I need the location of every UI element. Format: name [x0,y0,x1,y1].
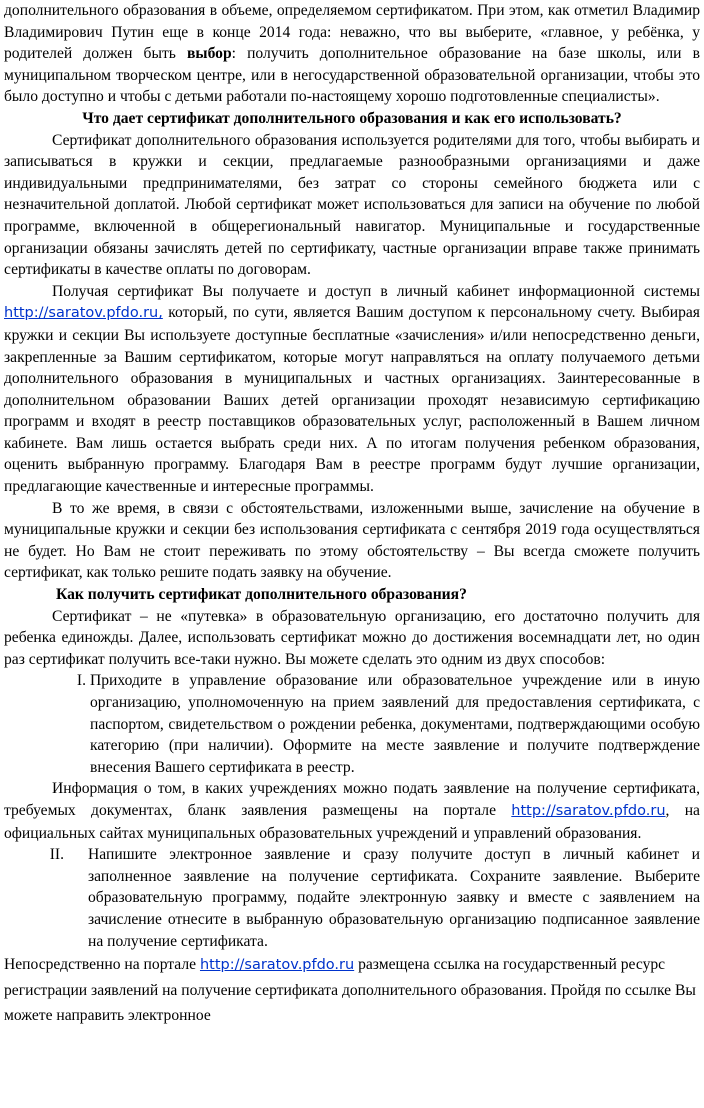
list-item-way-2 [4,844,700,952]
list-text: Напишите электронное заявление и сразу получите доступ в личный кабинет и заполненное заявление на получение сертификата. Сохраните заявление. Выберите образовательную программу, подайте электронную заявку и вместе с заявлением на зачисление отнесите в выбранную образовательную организацию подписанное заявление на получение сертификата. [88,846,700,950]
heading-what-certificate-gives: Что дает сертификат дополнительного образования и как его использовать? [82,109,622,127]
portal-link[interactable]: http://saratov.pfdo.ru [511,802,666,819]
text: дополнительного образования в объеме, определяемом сертификатом. При этом, как отметил Владимир Владимирович Путин еще в конце 2014 года: неважно, что вы выберите, «главное, у ребёнка, у родителей должен быть [4,2,700,63]
paragraph-two-ways: Сертификат – не «путевка» в образовательную организацию, его достаточно получить для ребенка единожды. Далее, использовать сертификат можно до достижения восемнадцати лет, но один раз сертификат получить все-таки нужно. Вы можете сделать это одним из двух способов: [4,607,700,668]
paragraph-info-where [4,778,700,844]
portal-link[interactable]: http://saratov.pfdo.ru [199,957,355,974]
heading-how-to-get: Как получить сертификат дополнительного образования? [56,586,467,604]
list-item-way-1 [4,670,700,778]
portal-link[interactable]: http://saratov.pfdo.ru, [4,305,163,322]
paragraph-personal-account [4,281,700,498]
paragraph-certificate-use: Сертификат дополнительного образования используется родителями для того, чтобы выбирать и записываться в кружки и секции, предлагаемые разнообразными организациями и даже индивидуальными предпринимателями, без затрат со стороны семейного бюджета или с незначительной доплатой. Любой сертификат может использоваться для записи на обучение по любой программе, включенной в общерегиональный навигатор. Муниципальные и государственные организации обязаны зачислять детей по сертификату, частные организации вправе также принимать сертификаты в качестве оплаты по договорам. [4,131,700,279]
text: Получая сертификат Вы получаете и доступ в личный кабинет информационной системы [52,282,700,300]
list-number: I. [76,672,86,690]
text: Информация о том, в каких учреждениях можно подать заявление на получение сертификата, требуемых документах, бланк заявления размещены на портале [4,780,700,819]
text: размещена ссылка на государственный ресурс регистрации заявлений на получение сертификата дополнительного образования. Пройдя по ссылке Вы можете направить электронное [4,956,696,1025]
list-number: II. [49,846,64,864]
list-text: Приходите в управление образование или образовательное учреждение или в иную организацию, уполномоченную на прием заявлений для предоставления сертификата, с паспортом, свидетельством о рождении ребенка, документами, подтверждающими особую категорию (при наличии). Оформите на месте заявление и получите подтверждение внесения Вашего сертификата в реестр. [90,672,700,776]
text: : получить дополнительное образование на базе школы, или в муниципальном творческом центре, или в негосударственной образовательной организации, чтобы это было доступно и чтобы с детьми работали по-настоящему хорошо подготовленные специалисты». [4,45,700,106]
paragraph-enrollment-notice: В то же время, в связи с обстоятельствами, изложенными выше, зачисление на обучение в муниципальные кружки и секции без использования сертификата с сентября 2019 года осуществляться не будет. Но Вам не стоит переживать по этому обстоятельству – Вы всегда сможете получить сертификат, как только решите подать заявку на обучение. [4,499,700,582]
text: , на официальных сайтах муниципальных образовательных учреждений и управлений образования. [4,801,700,842]
bold-word: выбор [186,45,232,63]
paragraph-portal-link [4,952,700,1028]
text: Непосредственно на портале [4,956,200,974]
text: который, по сути, является Вашим доступом к персональному счету. Выбирая кружки и секции Вы используете доступные бесплатные «зачисления» и/или непосредственно деньги, закрепленные за Вашим сертификатом, которые могут направляться на оплату получаемого детьми дополнительного образования в муниципальных и частных организациях. Заинтересованные в дополнительном образовании Ваших детей организации проходят независимую сертификацию программ и входят в реестр поставщиков образовательных услуг, расположенный в Вашем личном кабинете. Вам лишь остается выбрать среди них. А по итогам получения ребенком образования, оценить выбранную программу. Благодаря Вам в реестре программ будут лучшие организации, предлагающие качественные и интересные программы. [4,304,700,496]
paragraph-intro [4,0,700,108]
